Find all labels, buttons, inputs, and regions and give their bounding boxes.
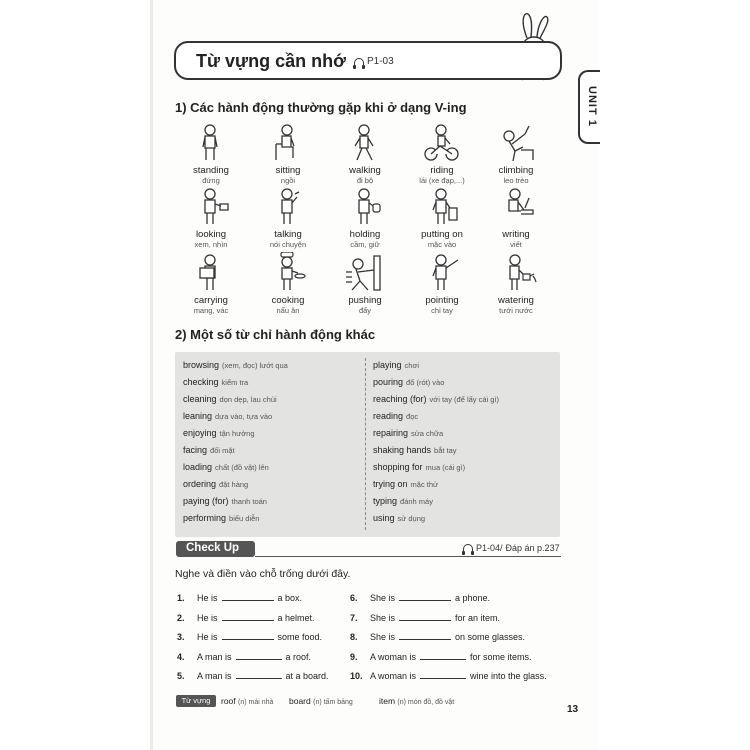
action-word: watering — [498, 295, 534, 306]
exercise-suffix: at a board. — [285, 671, 329, 681]
action-meaning: cầm, giữ — [350, 240, 380, 249]
exercise-suffix: a box. — [277, 593, 303, 603]
vocab-row — [183, 394, 277, 404]
section1-heading: 1) Các hành động thường gặp khi ở dạng V-ing — [175, 100, 467, 115]
action-word: standing — [193, 165, 229, 176]
watering-can-icon — [495, 252, 537, 294]
cooking-chef-icon — [267, 252, 309, 294]
action-word: sitting — [275, 165, 301, 176]
carrying-box-icon — [190, 252, 232, 294]
vocab-meaning: dựa vào, tựa vào — [215, 412, 273, 421]
exercise-prefix: She is — [370, 612, 396, 623]
vocab-meaning: biểu diễn — [229, 514, 260, 523]
looking-figure-icon — [190, 186, 232, 228]
action-word: looking — [195, 229, 227, 240]
vocab-header-box — [174, 41, 562, 80]
page-number: 13 — [567, 704, 579, 715]
action-item-standing — [171, 122, 251, 185]
vocab-meaning: tận hưởng — [219, 429, 255, 438]
vocab-tag: Từ vựng — [176, 695, 216, 707]
vocab-row — [183, 445, 235, 455]
vocab-row — [373, 360, 419, 370]
exercise-prefix: A woman is — [370, 671, 417, 681]
exercise-number: 5. — [177, 671, 185, 681]
action-meaning: nấu ăn — [276, 306, 300, 315]
unit-label: UNIT 1 — [586, 86, 598, 127]
exercise-item — [350, 612, 500, 623]
exercise-suffix: for an item. — [455, 612, 501, 623]
vocab-meaning: chơi — [404, 361, 420, 370]
vocab-row — [373, 394, 499, 404]
vocab-meaning: sửa chữa — [411, 429, 444, 438]
headphone-icon — [463, 544, 473, 552]
vocab-word: browsing — [183, 360, 220, 370]
exercise-suffix: on some glasses. — [455, 632, 526, 642]
action-meaning: mặc vào — [427, 240, 457, 249]
gloss-meaning: (n) mái nhà — [238, 699, 274, 706]
exercise-number: 1. — [177, 593, 185, 603]
action-item-writing — [476, 186, 556, 249]
vocab-meaning: sử dụng — [397, 514, 426, 523]
vocab-row — [183, 360, 288, 370]
vocab-word: leaning — [183, 411, 213, 421]
exercise-item — [177, 651, 311, 662]
vocab-word: using — [373, 513, 395, 523]
vocab-row — [373, 513, 425, 523]
action-meaning: leo trèo — [503, 176, 529, 185]
vocab-meaning: bắt tay — [434, 446, 457, 455]
vocab-word: shaking hands — [373, 445, 432, 455]
action-word: cooking — [271, 295, 305, 306]
walking-figure-icon — [344, 122, 386, 164]
exercise-suffix: wine into the glass. — [470, 671, 547, 681]
vocab-word: typing — [373, 496, 398, 506]
action-word: writing — [502, 229, 530, 240]
vocab-word: checking — [183, 377, 219, 387]
answer-blank[interactable] — [222, 631, 274, 640]
vocab-row — [183, 462, 269, 472]
action-item-talking — [248, 186, 328, 249]
action-item-looking — [171, 186, 251, 249]
exercise-item — [350, 592, 490, 603]
audio-track-label: P1-03 — [367, 56, 394, 67]
gloss-item — [379, 696, 454, 706]
exercise-prefix: She is — [370, 632, 396, 642]
exercise-number: 9. — [350, 651, 358, 662]
vocab-word: reaching (for) — [373, 394, 427, 404]
vocab-meaning: thanh toán — [231, 497, 267, 506]
climbing-figure-icon — [495, 122, 537, 164]
action-meaning: đi bộ — [356, 176, 374, 185]
exercise-item — [177, 631, 322, 642]
action-meaning: nói chuyện — [269, 240, 307, 249]
action-word: holding — [349, 229, 381, 240]
standing-figure-icon — [190, 122, 232, 164]
vocab-panel — [175, 352, 560, 537]
action-meaning: lái (xe đạp,...) — [419, 176, 465, 185]
vocab-row — [183, 496, 267, 506]
vocab-word: repairing — [373, 428, 409, 438]
vocab-row — [373, 445, 457, 455]
vocab-meaning: mặc thử — [410, 480, 439, 489]
answer-blank[interactable] — [420, 670, 466, 679]
unit-tab — [578, 70, 600, 144]
pointing-figure-icon — [421, 252, 463, 294]
exercise-suffix: some food. — [277, 632, 323, 642]
exercise-number: 7. — [350, 612, 358, 623]
vocab-row — [183, 513, 259, 523]
exercise-prefix: He is — [197, 593, 218, 603]
action-word: putting on — [421, 229, 463, 240]
vocab-word: pouring — [373, 377, 404, 387]
exercise-number: 2. — [177, 612, 185, 623]
action-meaning: mang, vác — [193, 306, 229, 315]
exercise-suffix: a phone. — [455, 593, 491, 603]
vocab-word: playing — [373, 360, 402, 370]
action-meaning: đẩy — [358, 306, 372, 315]
vocab-meaning: dọn dẹp, lau chùi — [219, 395, 277, 404]
check-up-audio-ref: P1-04/ — [476, 543, 503, 553]
answer-blank[interactable] — [420, 651, 466, 660]
answer-blank[interactable] — [222, 592, 274, 601]
vocab-meaning: mua (cái gì) — [425, 463, 466, 472]
action-word: talking — [274, 229, 302, 240]
exercise-number: 4. — [177, 651, 185, 662]
exercise-suffix: a helmet. — [277, 612, 315, 623]
exercise-number: 3. — [177, 632, 185, 642]
action-meaning: đứng — [202, 176, 220, 185]
exercise-prefix: A man is — [197, 671, 232, 681]
exercise-prefix: He is — [197, 612, 218, 623]
answer-blank[interactable] — [399, 612, 451, 621]
vocab-meaning: đặt hàng — [219, 480, 249, 489]
exercise-number: 10. — [350, 671, 363, 681]
exercise-item — [177, 592, 302, 603]
action-word: pushing — [348, 295, 382, 306]
exercise-prefix: A woman is — [370, 651, 417, 662]
action-item-walking — [325, 122, 405, 185]
gloss-item — [221, 696, 273, 706]
action-item-holding — [325, 186, 405, 249]
gloss-word: roof — [221, 696, 239, 706]
exercise-suffix: for some items. — [470, 651, 532, 662]
vocab-word: facing — [183, 445, 208, 455]
vocab-word: reading — [373, 411, 404, 421]
action-meaning: chỉ tay — [431, 306, 453, 315]
check-up-label: Check Up — [186, 542, 240, 554]
putting-on-figure-icon — [421, 186, 463, 228]
vocab-meaning: đọc — [406, 412, 419, 421]
action-meaning: xem, nhìn — [194, 240, 228, 249]
vocab-word: trying on — [373, 479, 408, 489]
action-item-putting-on — [402, 186, 482, 249]
vocab-row — [183, 479, 248, 489]
talking-figure-icon — [267, 186, 309, 228]
pushing-figure-icon — [344, 252, 386, 294]
vocab-word: shopping for — [373, 462, 423, 472]
action-item-carrying — [171, 252, 251, 315]
vocab-row — [183, 377, 248, 387]
action-word: climbing — [498, 165, 534, 176]
action-item-watering — [476, 252, 556, 315]
action-meaning: viết — [510, 240, 522, 249]
answer-blank[interactable] — [236, 670, 282, 679]
page-title: Từ vựng cần nhớ — [196, 51, 346, 71]
answer-blank[interactable] — [399, 631, 451, 640]
exercise-item — [350, 631, 525, 642]
action-item-cooking — [248, 252, 328, 315]
action-item-sitting — [248, 122, 328, 185]
exercise-item — [350, 651, 532, 662]
answer-blank[interactable] — [222, 612, 274, 621]
answer-ref: Đáp án p.237 — [505, 543, 560, 553]
action-meaning: tưới nước — [499, 306, 533, 315]
action-item-climbing — [476, 122, 556, 185]
answer-blank[interactable] — [399, 592, 451, 601]
action-item-riding — [402, 122, 482, 185]
action-item-pointing — [402, 252, 482, 315]
exercise-item — [177, 670, 329, 681]
sitting-figure-icon — [267, 122, 309, 164]
vocab-meaning: với tay (để lấy cái gì) — [429, 395, 500, 404]
headphone-icon — [354, 58, 364, 66]
action-item-pushing — [325, 252, 405, 315]
riding-bicycle-icon — [421, 122, 463, 164]
gloss-meaning: (n) món đồ, đồ vật — [397, 699, 455, 706]
vocab-word: ordering — [183, 479, 217, 489]
exercise-item — [350, 670, 547, 681]
vocab-divider — [365, 358, 366, 530]
vocab-word: loading — [183, 462, 213, 472]
vocab-meaning: kiểm tra — [221, 378, 249, 387]
vocab-word: performing — [183, 513, 227, 523]
action-word: walking — [349, 165, 381, 176]
vocab-row — [373, 411, 418, 421]
check-up-rule — [255, 556, 561, 557]
section2-heading: 2) Một số từ chỉ hành động khác — [175, 327, 376, 342]
vocab-word: paying (for) — [183, 496, 229, 506]
exercise-number: 8. — [350, 632, 358, 642]
exercise-suffix: a roof. — [285, 651, 312, 662]
vocab-meaning: đổ (rót) vào — [406, 378, 445, 387]
vocab-word: enjoying — [183, 428, 217, 438]
vocab-meaning: đánh máy — [400, 497, 433, 506]
exercise-number: 6. — [350, 593, 358, 603]
vocab-meaning: đối mặt — [210, 446, 235, 455]
exercise-prefix: He is — [197, 632, 218, 642]
instruction-text: Nghe và điền vào chỗ trống dưới đây. — [175, 568, 351, 580]
vocab-row — [183, 428, 255, 438]
action-word: carrying — [194, 295, 228, 306]
action-meaning: ngồi — [280, 176, 296, 185]
exercise-item — [177, 612, 315, 623]
vocab-row — [373, 496, 433, 506]
writing-figure-icon — [495, 186, 537, 228]
gloss-word: item — [379, 696, 398, 706]
audio-track-ref — [354, 56, 394, 67]
vocab-meaning: chất (đồ vật) lên — [215, 463, 269, 472]
vocab-row — [373, 462, 465, 472]
exercise-prefix: A man is — [197, 651, 232, 662]
vocab-meaning: (xem, đọc) lướt qua — [222, 361, 288, 370]
gloss-meaning: (n) tấm bảng — [313, 699, 353, 706]
holding-figure-icon — [344, 186, 386, 228]
gloss-item — [289, 696, 353, 706]
action-word: pointing — [425, 295, 459, 306]
gloss-word: board — [289, 696, 314, 706]
vocab-row — [373, 377, 444, 387]
vocab-word: cleaning — [183, 394, 217, 404]
check-up-badge — [176, 541, 255, 557]
vocab-row — [373, 479, 438, 489]
action-word: riding — [430, 165, 454, 176]
vocab-row — [373, 428, 443, 438]
vocab-row — [183, 411, 272, 421]
exercise-prefix: She is — [370, 593, 396, 603]
answer-blank[interactable] — [236, 651, 282, 660]
check-up-ref — [463, 543, 560, 553]
